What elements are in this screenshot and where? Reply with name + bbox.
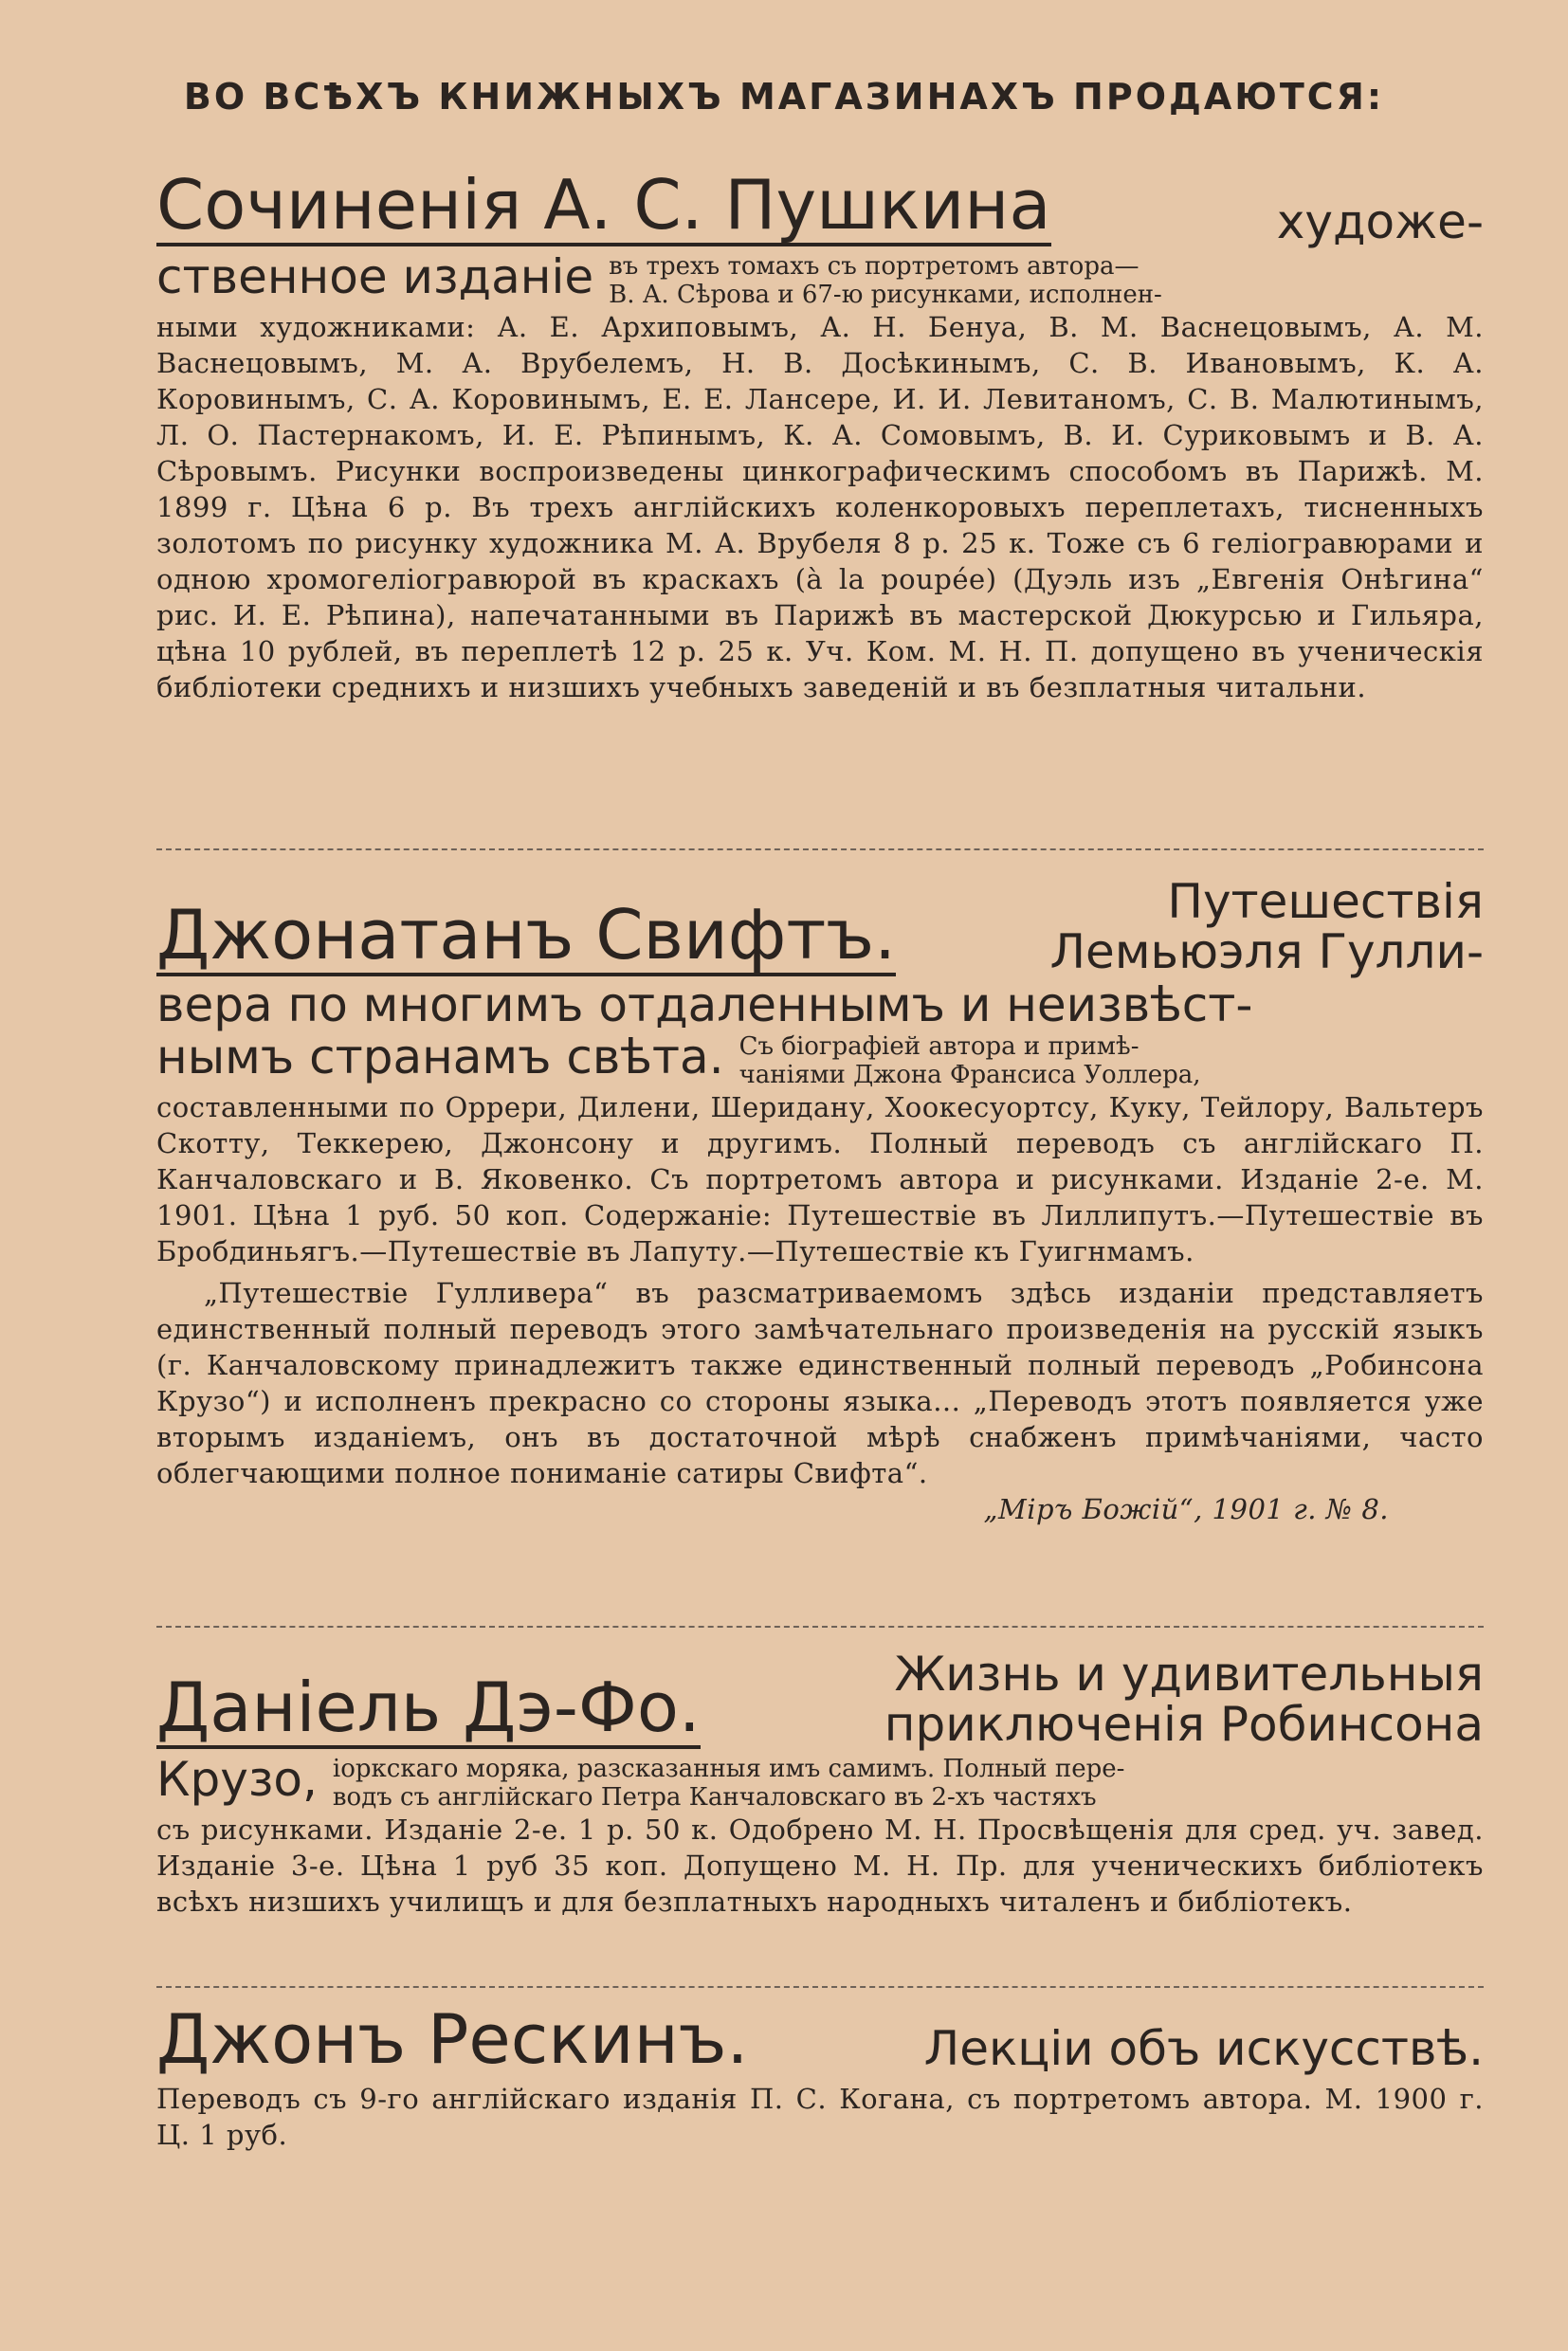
swift-aside-1: Съ біографіей автора и примѣ- <box>738 1031 1140 1061</box>
swift-aside-2: чаніями Джона Франсиса Уоллера, <box>738 1060 1201 1089</box>
swift-description: составленными по Оррери, Дилени, Шеридану, Хоокесуортсу, Куку, Тейлору, Вальтеръ Скотту, Теккерею, Джонсону и другимъ. Полный переводъ съ англійскаго П. Канчаловскаго и В. Яковенко. Съ портретомъ автора и рисунками. Изданіе 2-е. М. 1901. Цѣна 1 руб. 50 коп. Содержаніе: Путешествіе въ Лиллипутъ.—Путешествіе въ Бробдиньягъ.—Путешествіе въ Лапуту.—Путешествіе къ Гуигнмамъ. <box>156 1090 1484 1267</box>
swift-review: „Путешествіе Гулливера“ въ разсматриваемомъ здѣсь изданіи представляетъ единственный полный переводъ этого замѣчательнаго произведенія на русскій языкъ (г. Канчаловскому принадлежитъ также единственный полный переводъ „Робинсона Крузо“) и исполненъ прекрасно со стороны языка... „Переводъ этотъ появляется уже вторымъ изданіемъ, онъ въ достаточной мѣрѣ снабженъ примѣчаніями, часто облегчающими полное пониманіе сатиры Свифта“. <box>156 1276 1484 1489</box>
ruskin-description: Переводъ съ 9-го англійскаго изданія П. С. Когана, съ портретомъ автора. М. 1900 г. Ц. 1 руб. <box>156 2083 1484 2151</box>
page-header: ВО ВСѢХЪ КНИЖНЫХЪ МАГАЗИНАХЪ ПРОДАЮТСЯ: <box>183 76 1385 118</box>
swift-title: Джонатанъ Свифтъ. <box>156 895 897 975</box>
separator-2 <box>156 1626 1484 1628</box>
defoe-title-right-2: приключенія Робинсона <box>884 1696 1484 1752</box>
pushkin-title-suffix: художе- <box>1276 193 1484 249</box>
defoe-line2: Крузо, <box>156 1752 318 1807</box>
entry-defoe <box>156 1649 1484 1920</box>
pushkin-aside-2: В. А. Сѣрова и 67-ю рисунками, исполнен- <box>609 281 1162 309</box>
swift-title-right-1: Путешествія <box>1167 874 1484 929</box>
defoe-title: Даніель Дэ-Фо. <box>156 1668 701 1747</box>
entry-swift <box>156 874 1484 1527</box>
pushkin-description: ными художниками: А. Е. Архиповымъ, А. Н. Бенуа, В. М. Васнецовымъ, А. М. Васнецовымъ, М. А. Врубелемъ, Н. В. Досѣкинымъ, С. В. Ивановымъ, К. А. Коровинымъ, С. А. Коровинымъ, Е. Е. Лансере, И. И. Левитаномъ, С. В. Малютинымъ, Л. О. Пастернакомъ, И. Е. Рѣпинымъ, К. А. Сомовымъ, В. И. Суриковымъ и В. А. Сѣровымъ. Рисунки воспроизведены цинкографическимъ способомъ въ Парижѣ. М. 1899 г. Цѣна 6 р. Въ трехъ англійскихъ коленкоровыхъ переплетахъ, тисненныхъ золотомъ по рисунку художника М. А. Врубеля 8 р. 25 к. Тоже съ 6 геліогравюрами и одною хромогеліогравюрой въ краскахъ (à la poupée) (Дуэль изъ „Евгенія Онѣгина“ рис. И. Е. Рѣпина), напечатанными въ Парижѣ въ мастерской Дюкурсью и Гильяра, цѣна 10 рублей, въ переплетѣ 12 р. 25 к. Уч. Ком. М. Н. П. допущено въ ученическія библіотеки среднихъ и низшихъ учебныхъ заведеній и въ безплатныя читальни. <box>156 311 1484 703</box>
defoe-aside-1: іоркскаго моряка, разсказанныя имъ самимъ. Полный пере- <box>332 1755 1125 1783</box>
defoe-description: съ рисунками. Изданіе 2-е. 1 р. 50 к. Одобрено М. Н. Просвѣщенія для сред. уч. завед. Изданіе 3-е. Цѣна 1 руб 35 коп. Допущено М. Н. Пр. для ученическихъ библіотекъ всѣхъ низшихъ училищъ и для безплатныхъ народныхъ читаленъ и библіотекъ. <box>156 1813 1484 1918</box>
separator-1 <box>156 848 1484 850</box>
ruskin-title: Джонъ Рескинъ. <box>156 1999 749 2079</box>
swift-line3: нымъ странамъ свѣта. <box>156 1029 724 1084</box>
entry-pushkin <box>156 165 1484 705</box>
pushkin-aside-1: въ трехъ томахъ съ портретомъ автора— <box>609 252 1140 281</box>
defoe-title-right-1: Жизнь и удивительныя <box>894 1647 1484 1702</box>
separator-3 <box>156 1986 1484 1988</box>
pushkin-title: Сочиненія А. С. Пушкина <box>156 165 1051 245</box>
entry-ruskin <box>156 1999 1484 2153</box>
swift-review-source: „Міръ Божій“, 1901 г. № 8. <box>983 1492 1389 1525</box>
defoe-aside-2: водъ съ англійскаго Петра Канчаловскаго въ 2-хъ частяхъ <box>332 1783 1097 1812</box>
ruskin-title-suffix: Лекціи объ искусствѣ. <box>923 2020 1484 2076</box>
swift-line2: вера по многимъ отдаленнымъ и неизвѣст- <box>156 977 1253 1032</box>
swift-title-right-2: Лемьюэля Гулли- <box>1049 923 1484 979</box>
pushkin-line2: ственное изданіе <box>156 249 594 304</box>
